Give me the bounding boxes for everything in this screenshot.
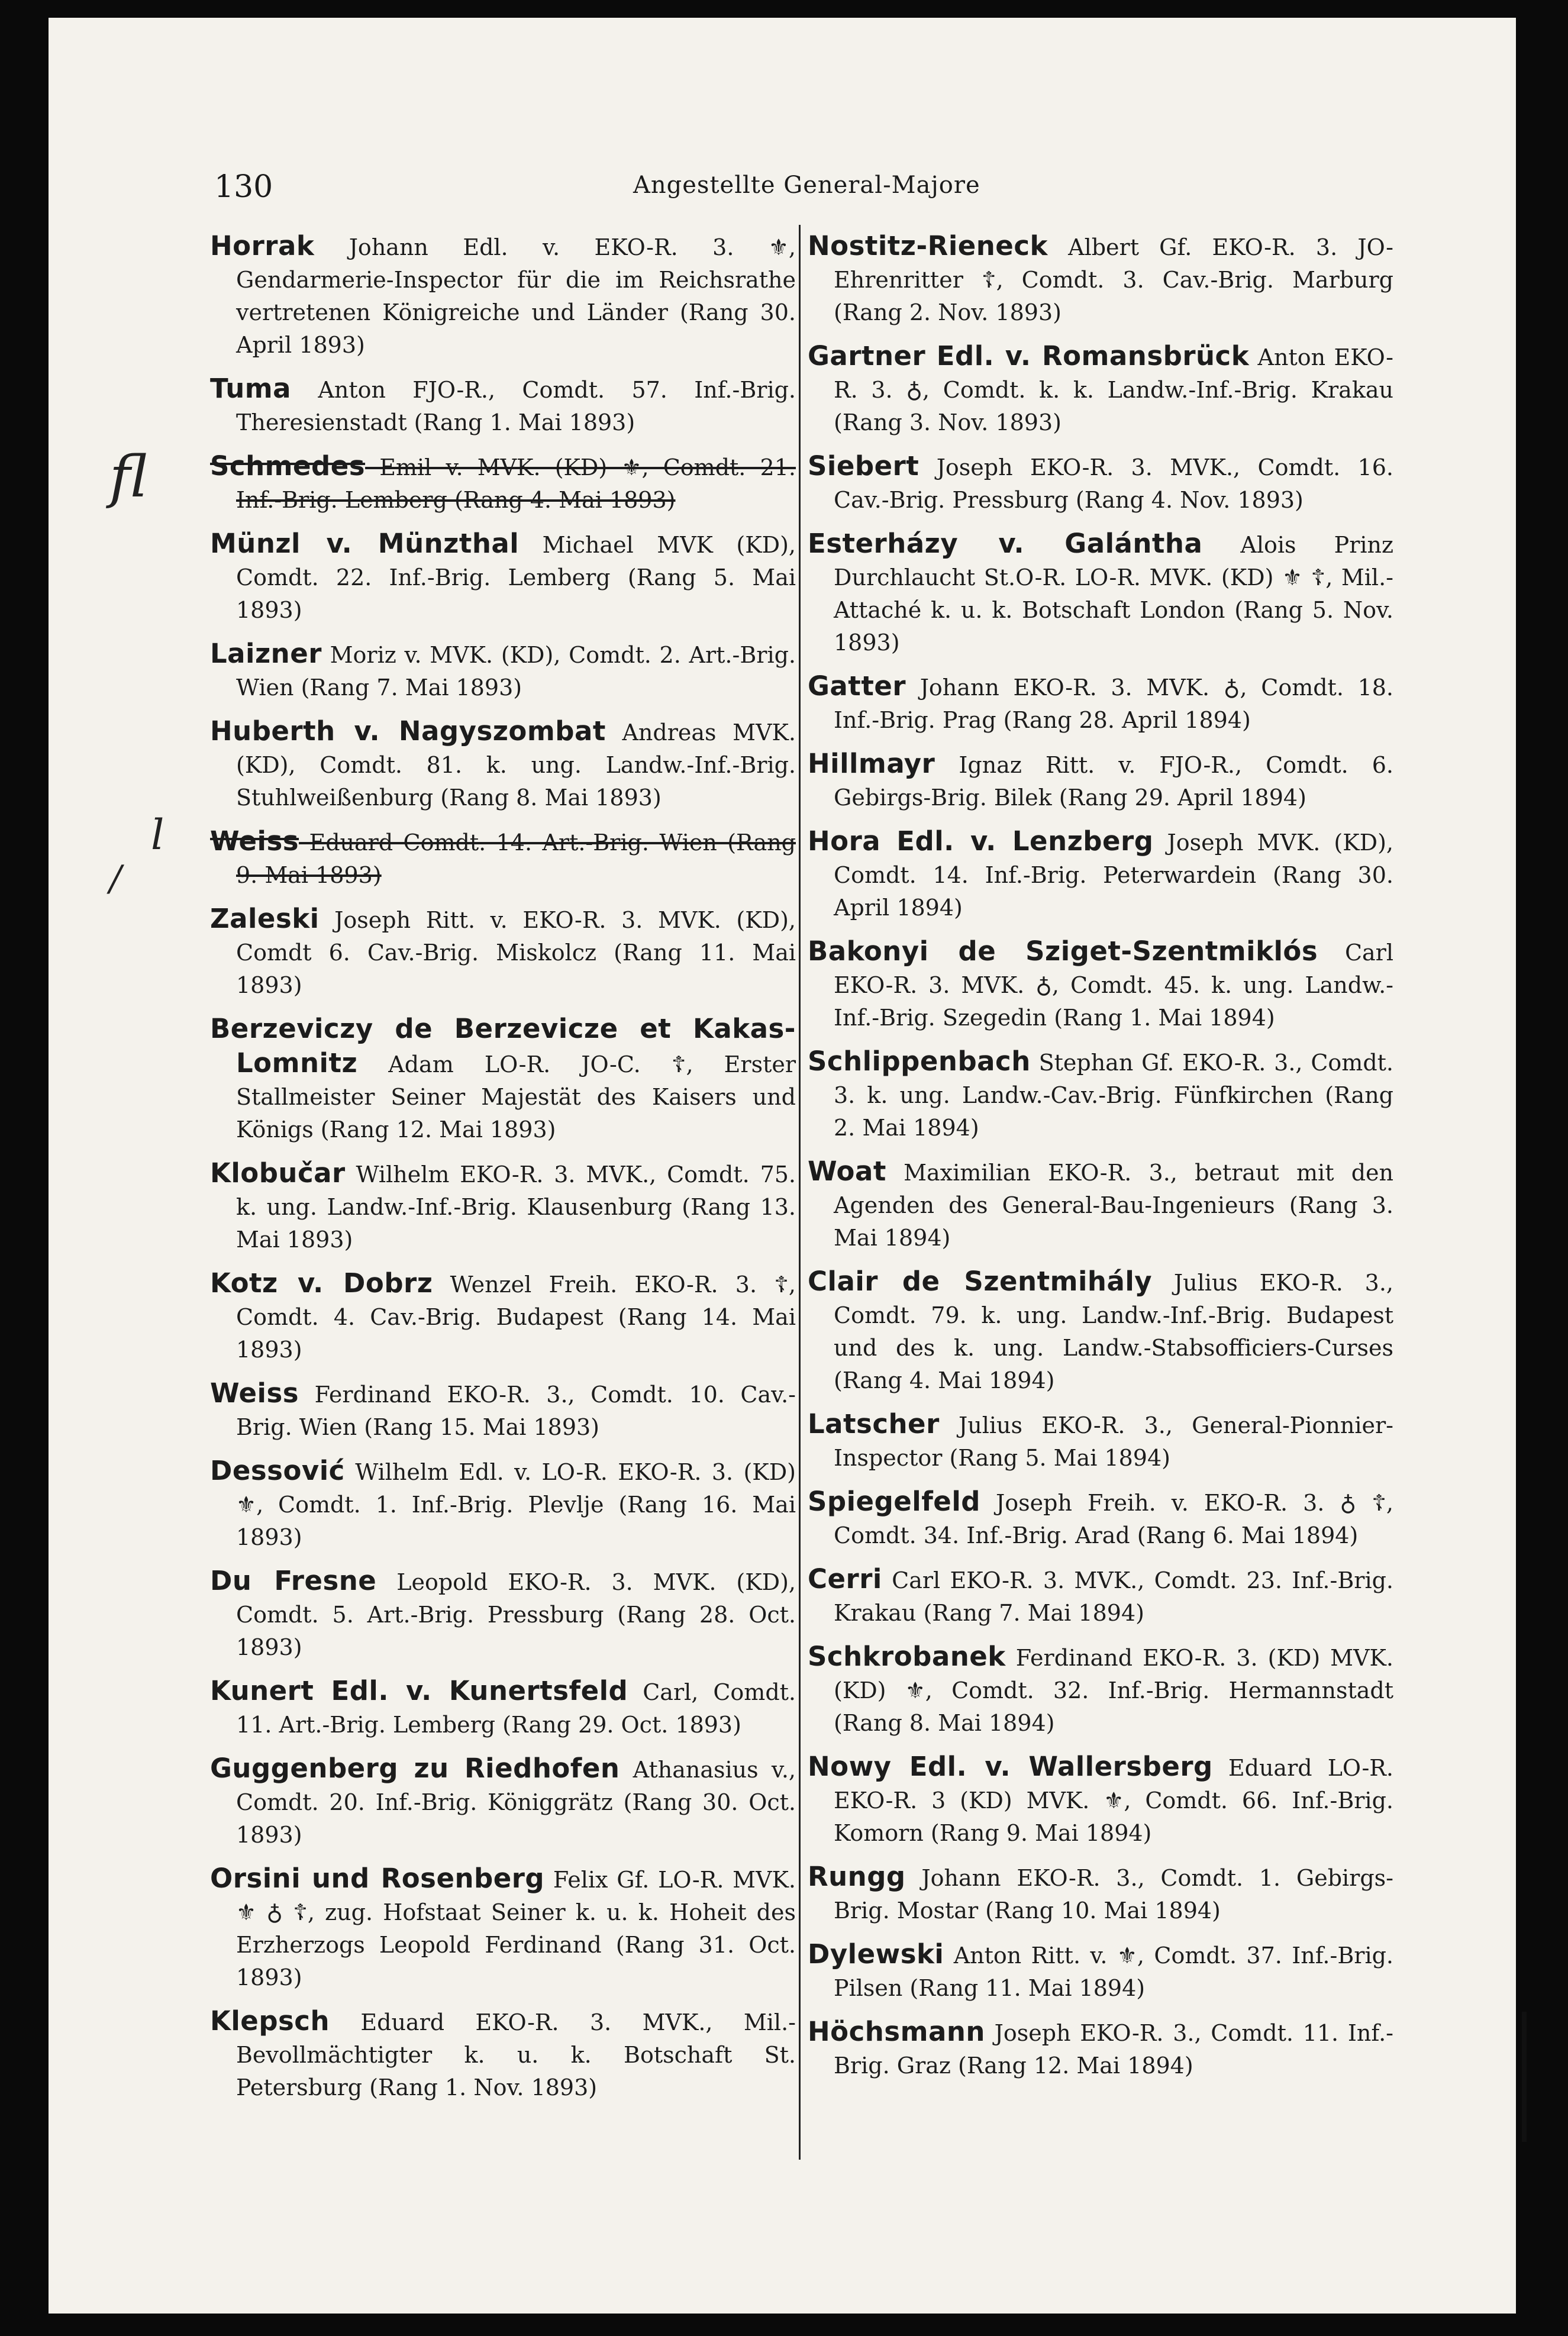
entry-text: Anton EKO-R. 3. ♁, Comdt. k. k. Landw.-Inf.-Brig. Krakau (Rang 3. Nov. 1893)	[834, 344, 1393, 435]
directory-entry	[808, 527, 1393, 659]
entry-text: Emil v. MVK. (KD) ⚜, Comdt. 21. Inf.-Brig. Lemberg (Rang 4. Mai 1893)	[236, 454, 796, 513]
entry-text: Maximilian EKO-R. 3., betraut mit den Agenden des General-Bau-Ingenieurs (Rang 3. Mai 1894)	[834, 1160, 1393, 1251]
entry-name: Klepsch	[210, 2005, 330, 2037]
entry-text: Eduard EKO-R. 3. MVK., Mil.-Bevollmächtigter k. u. k. Botschaft St. Petersburg (Rang 1. Nov. 1893)	[236, 2009, 796, 2101]
entry-name: Cerri	[808, 1563, 882, 1595]
entry-name: Kunert Edl. v. Kunertsfeld	[210, 1675, 628, 1706]
entry-name: Berzeviczy de Berzevicze et Kakas-Lomnitz	[210, 1013, 796, 1079]
entry-text: Carl EKO-R. 3. MVK., Comdt. 23. Inf.-Brig. Krakau (Rang 7. Mai 1894)	[834, 1567, 1393, 1626]
entry-text: Andreas MVK. (KD), Comdt. 81. k. ung. Landw.-Inf.-Brig. Stuhlweißenburg (Rang 8. Mai 1893)	[236, 719, 796, 811]
column-divider	[799, 225, 801, 2160]
entry-name: Rungg	[808, 1861, 906, 1892]
directory-entry	[808, 1045, 1393, 1144]
entry-name: Woat	[808, 1156, 886, 1187]
entry-name: Dessović	[210, 1455, 345, 1486]
entry-name: Spiegelfeld	[808, 1486, 980, 1517]
entry-name: Gatter	[808, 670, 906, 702]
entry-name: Weiss	[210, 1377, 299, 1409]
entry-text: Carl, Comdt. 11. Art.-Brig. Lemberg (Rang 29. Oct. 1893)	[236, 1679, 796, 1738]
entry-text: Joseph MVK. (KD), Comdt. 14. Inf.-Brig. Peterwardein (Rang 30. April 1894)	[834, 830, 1393, 921]
handwritten-annotation: fl	[109, 444, 148, 510]
entry-name: Siebert	[808, 450, 919, 482]
directory-entry	[210, 1674, 796, 1741]
directory-entry	[210, 372, 796, 439]
entry-name: Orsini und Rosenberg	[210, 1863, 545, 1894]
entry-name: Zaleski	[210, 903, 320, 934]
directory-entry	[808, 1408, 1393, 1474]
entry-name: Nostitz-Rieneck	[808, 230, 1048, 262]
entry-name: Hora Edl. v. Lenzberg	[808, 825, 1154, 857]
directory-entry	[210, 1862, 796, 1994]
entry-name: Kotz v. Dobrz	[210, 1267, 433, 1299]
entry-text: Julius EKO-R. 3., Comdt. 79. k. ung. Landw.-Inf.-Brig. Budapest und des k. ung. Landw.-Stabsofficiers-Curses (Rang 4. Mai 1894)	[834, 1270, 1393, 1393]
entry-name: Klobučar	[210, 1157, 346, 1189]
entry-text: Joseph Ritt. v. EKO-R. 3. MVK. (KD), Comdt 6. Cav.-Brig. Miskolcz (Rang 11. Mai 1893)	[236, 907, 796, 998]
scan-edge-mark	[1522, 2012, 1527, 2142]
directory-entry	[210, 1377, 796, 1444]
entry-text: Wilhelm EKO-R. 3. MVK., Comdt. 75. k. ung. Landw.-Inf.-Brig. Klausenburg (Rang 13. Mai 1893)	[236, 1161, 796, 1253]
entry-text: Eduard Comdt. 14. Art.-Brig. Wien (Rang 9. Mai 1893)	[236, 830, 796, 888]
directory-entry	[210, 450, 796, 517]
directory-entry	[808, 2015, 1393, 2082]
directory-entry	[808, 450, 1393, 517]
entry-text: Johann Edl. v. EKO-R. 3. ⚜, Gendarmerie-Inspector für die im Reichsrathe vertretenen Königreiche und Länder (Rang 30. April 1893)	[236, 234, 796, 358]
entry-name: Nowy Edl. v. Wallersberg	[808, 1751, 1213, 1782]
page-title: Angestellte General-Majore	[633, 172, 980, 199]
directory-entry	[210, 527, 796, 627]
entry-name: Hillmayr	[808, 748, 935, 779]
entry-text: Joseph Freih. v. EKO-R. 3. ♁ ☦, Comdt. 34. Inf.-Brig. Arad (Rang 6. Mai 1894)	[834, 1490, 1393, 1548]
entry-name: Gartner Edl. v. Romansbrück	[808, 340, 1250, 372]
directory-entry	[210, 2005, 796, 2104]
entry-name: Schlippenbach	[808, 1046, 1031, 1077]
entry-name: Guggenberg zu Riedhofen	[210, 1753, 620, 1784]
entry-text: Adam LO-R. JO-C. ☦, Erster Stallmeister Seiner Majestät des Kaisers und Königs (Rang 12. Mai 1893)	[236, 1051, 796, 1143]
entry-text: Anton FJO-R., Comdt. 57. Inf.-Brig. Theresienstadt (Rang 1. Mai 1893)	[236, 377, 796, 435]
entry-text: Felix Gf. LO-R. MVK. ⚜ ♁ ☦, zug. Hofstaat Seiner k. u. k. Hoheit des Erzherzogs Leopold Ferdinand (Rang 31. Oct. 1893)	[236, 1867, 796, 1990]
directory-entry	[210, 715, 796, 814]
entry-text: Leopold EKO-R. 3. MVK. (KD), Comdt. 5. Art.-Brig. Pressburg (Rang 28. Oct. 1893)	[236, 1569, 796, 1660]
entry-name: Horrak	[210, 230, 315, 262]
entry-text: Ferdinand EKO-R. 3. (KD) MVK. (KD) ⚜, Comdt. 32. Inf.-Brig. Hermannstadt (Rang 8. Mai 1894)	[834, 1645, 1393, 1736]
entry-text: Ferdinand EKO-R. 3., Comdt. 10. Cav.-Brig. Wien (Rang 15. Mai 1893)	[236, 1382, 796, 1440]
entry-text: Eduard LO-R. EKO-R. 3 (KD) MVK. ⚜, Comdt. 66. Inf.-Brig. Komorn (Rang 9. Mai 1894)	[834, 1755, 1394, 1846]
entry-name: Clair de Szentmihály	[808, 1266, 1153, 1297]
entry-name: Latscher	[808, 1408, 940, 1440]
entry-text: Alois Prinz Durchlaucht St.O-R. LO-R. MVK. (KD) ⚜ ☦, Mil.-Attaché k. u. k. Botschaft London (Rang 5. Nov. 1893)	[834, 532, 1394, 656]
entry-name: Tuma	[210, 373, 292, 404]
entry-text: Wenzel Freih. EKO-R. 3. ☦, Comdt. 4. Cav.-Brig. Budapest (Rang 14. Mai 1893)	[236, 1272, 796, 1363]
directory-entry	[808, 1155, 1393, 1254]
directory-entry	[808, 1485, 1393, 1552]
directory-entry	[210, 230, 796, 362]
entry-name: Höchsmann	[808, 2016, 985, 2047]
entry-name: Münzl v. Münzthal	[210, 528, 520, 559]
handwritten-annotation: /	[109, 858, 122, 899]
entry-name: Schmedes	[210, 450, 366, 482]
entry-text: Johann EKO-R. 3. MVK. ♁, Comdt. 18. Inf.-Brig. Prag (Rang 28. April 1894)	[834, 675, 1393, 733]
entry-text: Johann EKO-R. 3., Comdt. 1. Gebirgs-Brig. Mostar (Rang 10. Mai 1894)	[834, 1865, 1393, 1924]
entry-text: Athanasius v., Comdt. 20. Inf.-Brig. Königgrätz (Rang 30. Oct. 1893)	[236, 1757, 796, 1848]
directory-entry	[808, 935, 1393, 1034]
directory-entry	[210, 1267, 796, 1366]
directory-entry	[808, 1563, 1393, 1630]
directory-entry	[210, 1012, 796, 1146]
entry-name: Du Fresne	[210, 1565, 377, 1596]
entry-text: Julius EKO-R. 3., General-Pionnier-Inspector (Rang 5. Mai 1894)	[834, 1412, 1393, 1471]
directory-entry	[808, 825, 1393, 924]
entry-text: Joseph EKO-R. 3. MVK., Comdt. 16. Cav.-Brig. Pressburg (Rang 4. Nov. 1893)	[834, 454, 1393, 513]
directory-entry	[808, 230, 1393, 329]
left-column	[210, 230, 796, 2115]
directory-entry	[808, 1750, 1393, 1850]
entry-text: Albert Gf. EKO-R. 3. JO-Ehrenritter ☦, Comdt. 3. Cav.-Brig. Marburg (Rang 2. Nov. 1893)	[834, 234, 1393, 325]
entry-text: Anton Ritt. v. ⚜, Comdt. 37. Inf.-Brig. Pilsen (Rang 11. Mai 1894)	[834, 1943, 1393, 2001]
entry-name: Huberth v. Nagyszombat	[210, 715, 606, 747]
directory-entry	[808, 670, 1393, 737]
page-number: 130	[214, 169, 273, 205]
directory-entry	[808, 747, 1393, 814]
directory-entry	[808, 1860, 1393, 1927]
entry-text: Carl EKO-R. 3. MVK. ♁, Comdt. 45. k. ung. Landw.-Inf.-Brig. Szegedin (Rang 1. Mai 1894)	[834, 940, 1393, 1031]
directory-entry	[808, 340, 1393, 439]
directory-entry	[808, 1265, 1393, 1397]
directory-entry	[210, 825, 796, 892]
directory-entry	[808, 1640, 1393, 1740]
entry-name: Bakonyi de Sziget-Szentmiklós	[808, 935, 1318, 967]
entry-name: Weiss	[210, 825, 299, 857]
entry-text: Wilhelm Edl. v. LO-R. EKO-R. 3. (KD) ⚜, Comdt. 1. Inf.-Brig. Plevlje (Rang 16. Mai 1893)	[236, 1459, 796, 1550]
right-column	[808, 230, 1393, 2093]
entry-name: Esterházy v. Galántha	[808, 528, 1203, 559]
entry-text: Moriz v. MVK. (KD), Comdt. 2. Art.-Brig. Wien (Rang 7. Mai 1893)	[236, 642, 796, 701]
directory-entry	[210, 637, 796, 704]
entry-text: Michael MVK (KD), Comdt. 22. Inf.-Brig. Lemberg (Rang 5. Mai 1893)	[236, 532, 796, 623]
directory-entry	[210, 1752, 796, 1851]
entry-name: Laizner	[210, 638, 322, 669]
handwritten-annotation: l	[151, 811, 164, 859]
directory-entry	[210, 1454, 796, 1554]
directory-entry	[210, 1157, 796, 1256]
entry-text: Stephan Gf. EKO-R. 3., Comdt. 3. k. ung. Landw.-Cav.-Brig. Fünfkirchen (Rang 2. Mai 1894)	[834, 1050, 1393, 1141]
entry-name: Dylewski	[808, 1938, 944, 1970]
entry-text: Joseph EKO-R. 3., Comdt. 11. Inf.-Brig. Graz (Rang 12. Mai 1894)	[834, 2020, 1393, 2079]
directory-entry	[210, 1564, 796, 1664]
entry-name: Schkrobanek	[808, 1641, 1006, 1672]
directory-entry	[808, 1938, 1393, 2005]
entry-text: Ignaz Ritt. v. FJO-R., Comdt. 6. Gebirgs-Brig. Bilek (Rang 29. April 1894)	[834, 752, 1393, 811]
directory-entry	[210, 902, 796, 1002]
